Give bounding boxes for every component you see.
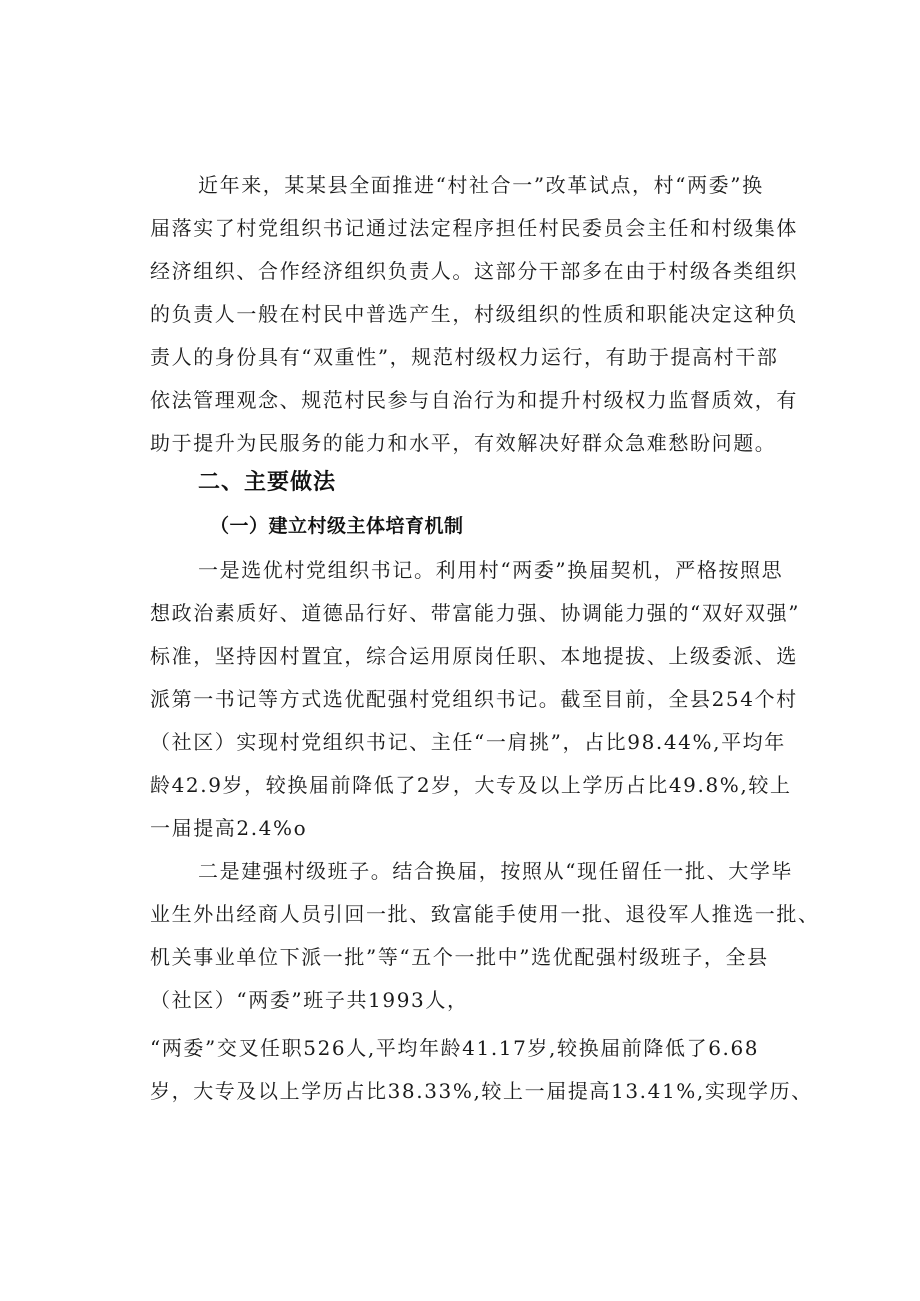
paragraph-1-line-1: 近年来，某某县全面推进“村社合一”改革试点，村“两委”换 <box>198 173 764 197</box>
section-heading: 二、主要做法 <box>198 470 337 495</box>
paragraph-1-line-3: 经济组织、合作经济组织负责人。这部分干部多在由于村级各类组织 <box>150 259 798 283</box>
paragraph-3-line-1: 二是建强村级班子。结合换届，按照从“现任留任一批、大学毕 <box>198 859 794 883</box>
paragraph-2-line-7: 一届提高2.4%o <box>150 816 308 840</box>
paragraph-3-line-4: （社区）“两委”班子共1993人， <box>150 988 469 1012</box>
paragraph-2-line-4: 派第一书记等方式选优配强村党组织书记。截至目前，全县254个村 <box>150 687 798 711</box>
paragraph-1-line-7: 助于提升为民服务的能力和水平，有效解决好群众急难愁盼问题。 <box>150 431 777 455</box>
paragraph-3-line-2: 业生外出经商人员引回一批、致富能手使用一批、退役军人推选一批、 <box>150 902 820 926</box>
paragraph-2-line-6: 龄42.9岁，较换届前降低了2岁，大专及以上学历占比49.8%,较上 <box>150 773 792 797</box>
paragraph-2-line-1: 一是选优村党组织书记。利用村“两委”换届契机，严格按照思 <box>198 558 784 582</box>
paragraph-2-line-3: 标准，坚持因村置宜，综合运用原岗任职、本地提拔、上级委派、选 <box>150 644 798 668</box>
paragraph-3-line-5: “两委”交叉任职526人,平均年龄41.17岁,较换届前降低了6.68 <box>150 1036 760 1060</box>
paragraph-1-line-5: 责人的身份具有“双重性”，规范村级权力运行，有助于提高村干部 <box>150 345 779 369</box>
paragraph-2-line-2: 想政治素质好、道德品行好、带富能力强、协调能力强的“双好双强” <box>150 601 801 625</box>
subsection-heading: （一）建立村级主体培育机制 <box>210 515 464 537</box>
paragraph-1-line-6: 依法管理观念、规范村民参与自治行为和提升村级权力监督质效，有 <box>150 388 798 412</box>
paragraph-3-line-6: 岁，大专及以上学历占比38.33%,较上一届提高13.41%,实现学历、 <box>150 1079 813 1103</box>
paragraph-3-line-3: 机关事业单位下派一批”等“五个一批中”选优配强村级班子，全县 <box>150 945 769 969</box>
paragraph-2-line-5: （社区）实现村党组织书记、主任“一肩挑”，占比98.44%,平均年 <box>150 730 786 754</box>
paragraph-1-line-4: 的负责人一般在村民中普选产生，村级组织的性质和职能决定这种负 <box>150 302 798 326</box>
paragraph-1-line-2: 届落实了村党组织书记通过法定程序担任村民委员会主任和村级集体 <box>150 216 798 240</box>
